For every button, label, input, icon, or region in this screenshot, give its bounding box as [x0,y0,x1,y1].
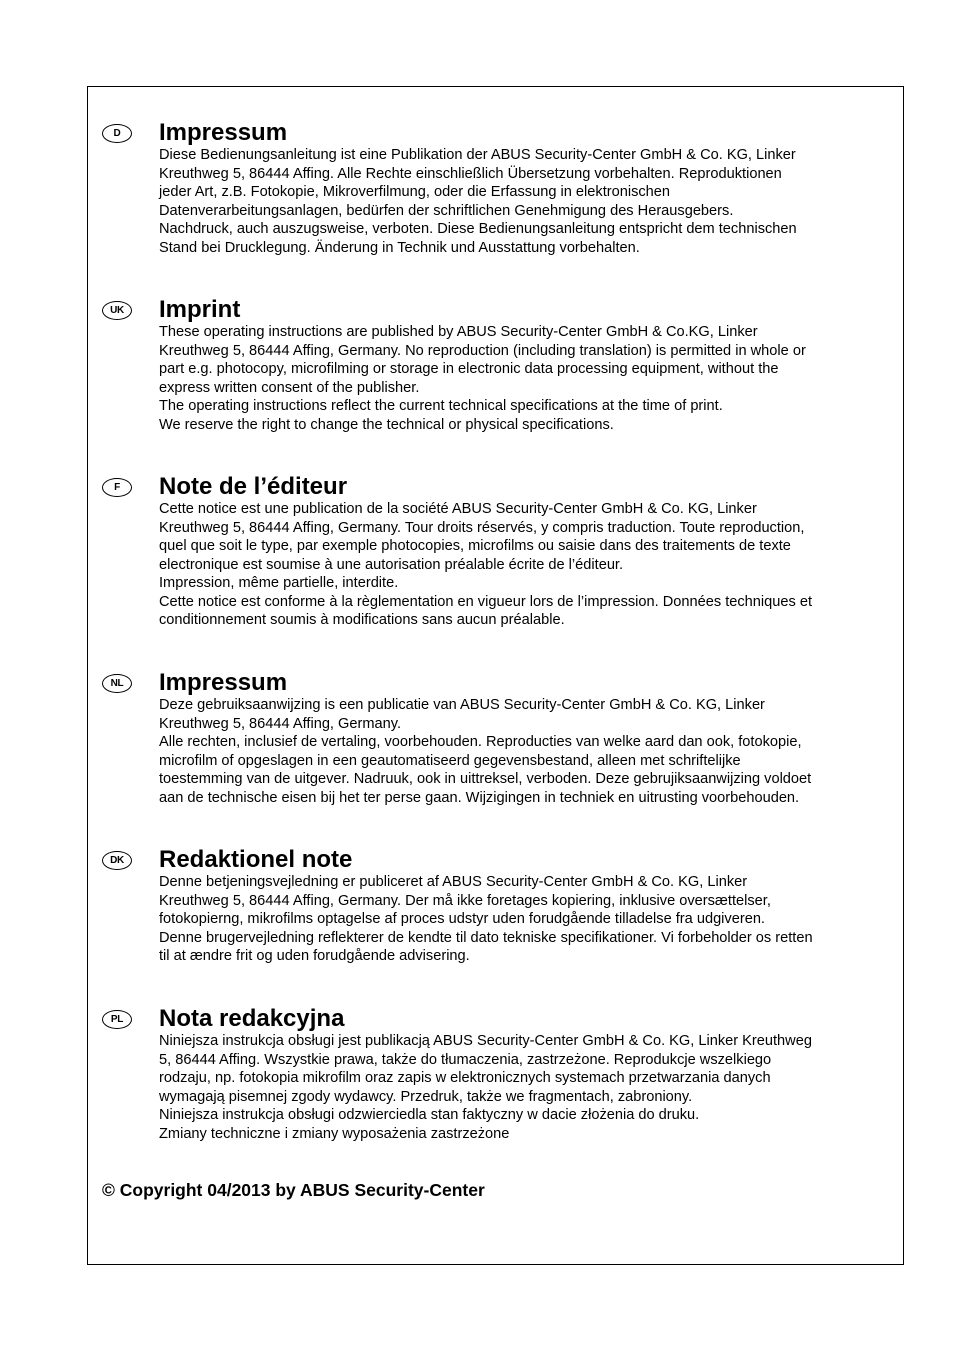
text-line: conditionnement soumis à modifications sans aucun préalable. [159,612,565,629]
text-line: Nachdruck, auch auszugsweise, verboten. Diese Bedienungsanleitung entspricht dem technischen [159,221,797,238]
text-line: part e.g. photocopy, microfilming or storage in electronic data processing equipment, without the [159,361,779,378]
text-line: til at ændre frit og uden forudgående advisering. [159,948,470,965]
pl-language-icon: PL [102,1010,132,1029]
text-line: The operating instructions reflect the current technical specifications at the time of print. [159,398,723,415]
text-line: quel que soit le type, par exemple photocopies, microfilms ou saisie dans des traitements de texte [159,538,791,555]
text-line: Niniejsza instrukcja obsługi jest publikacją ABUS Security-Center GmbH & Co. KG, Linker Kreuthweg [159,1033,812,1049]
section-title: Note de l’éditeur [159,473,348,500]
uk-language-icon: UK [102,301,132,320]
text-line: Denne brugervejledning reflekterer de kendte til dato tekniske specifikationer. Vi forbeholder os retten [159,929,813,946]
text-line: Denne betjeningsvejledning er publiceret af ABUS Security-Center GmbH & Co. KG, Linker [159,874,748,890]
text-line: Kreuthweg 5, 86444 Affing, Germany. [159,715,402,732]
text-line: Cette notice est une publication de la société ABUS Security-Center GmbH & Co. KG, Linker [159,501,757,517]
section-title: Redaktionel note [159,846,353,873]
section-body [159,146,889,257]
text-line: Zmiany techniczne i zmiany wyposażenia zastrzeżone [159,1125,510,1142]
text-line: Kreuthweg 5, 86444 Affing, Germany. Der må ikke foretages kopiering, inklusive oversættelser, [159,892,771,909]
copyright-notice: © Copyright 04/2013 by ABUS Security-Center [102,1180,485,1200]
section-body [159,323,889,434]
fr-language-icon: F [102,478,132,497]
text-line: Cette notice est conforme à la règlementation en vigueur lors de l’impression. Données techniques et [159,593,813,610]
text-line: electronique est soumise à une autorisation préalable écrite de l’éditeur. [159,556,624,573]
text-line: Diese Bedienungsanleitung ist eine Publikation der ABUS Security-Center GmbH & Co. KG, Linker [159,147,796,163]
text-line: Kreuthweg 5, 86444 Affing, Germany. Tour droits réservés, y compris traduction. Toute reproduction, [159,519,805,536]
section-title: Impressum [159,119,288,146]
text-line: These operating instructions are published by ABUS Security-Center GmbH & Co.KG, Linker [159,324,758,340]
text-line: Impression, même partielle, interdite. [159,575,399,592]
text-line: Kreuthweg 5, 86444 Affing. Alle Rechte einschließlich Übersetzung vorbehalten. Reproduktionen [159,165,782,182]
de-language-icon: D [102,124,132,143]
text-line: rodzaju, np. fotokopia mikrofilm oraz zapis w elektronicznych systemach przetwarzania danych [159,1070,771,1087]
section-body [159,500,889,630]
text-line: Alle rechten, inclusief de vertaling, voorbehouden. Reproducties van welke aard dan ook, fotokopie, [159,734,802,751]
text-line: wymagają pisemnej zgody wydawcy. Przedruk, także we fragmentach, zabroniony. [159,1088,693,1105]
text-line: fotokopierng, mikrofilms optagelse af proces udstyr uden forudgående tilladelse fra udgiveren. [159,911,765,928]
text-line: Kreuthweg 5, 86444 Affing, Germany. No reproduction (including translation) is permitted in whole or [159,342,806,359]
text-line: microfilm of opgeslagen in een geautomatiseerd gegevensbestand, alleen met schriftelijke [159,752,741,769]
text-line: aan de technische eisen bij het ter perse gaan. Wijzigingen in techniek en uitrusting voorbehouden. [159,789,800,806]
section-title: Impressum [159,669,288,696]
text-line: Niniejsza instrukcja obsługi odzwierciedla stan faktyczny w dacie złożenia do druku. [159,1107,700,1124]
text-line: 5, 86444 Affing. Wszystkie prawa, także do tłumaczenia, zastrzeżone. Reprodukcje wszelkiego [159,1051,772,1068]
text-line: Deze gebruiksaanwijzing is een publicatie van ABUS Security-Center GmbH & Co. KG, Linker [159,697,765,713]
text-line: Datenverarbeitungsanlagen, bedürfen der schriftlichen Genehmigung des Herausgebers. [159,202,734,219]
section-title: Nota redakcyjna [159,1005,345,1032]
section-body [159,1032,889,1143]
text-line: jeder Art, z.B. Fotokopie, Mikroverfilmung, oder die Erfassung in elektronischen [159,184,671,201]
text-line: Stand bei Drucklegung. Änderung in Technik und Ausstattung vorbehalten. [159,239,640,256]
text-line: We reserve the right to change the technical or physical specifications. [159,416,614,433]
dk-language-icon: DK [102,851,132,870]
section-body [159,696,889,807]
nl-language-icon: NL [102,674,132,693]
text-line: express written consent of the publisher. [159,379,420,396]
section-body [159,873,889,966]
section-title: Imprint [159,296,241,323]
text-line: toestemming van de uitgever. Nadruuk, ook in uittreksel, verboden. Deze gebrujiksaanwijzing voldoet [159,771,812,788]
